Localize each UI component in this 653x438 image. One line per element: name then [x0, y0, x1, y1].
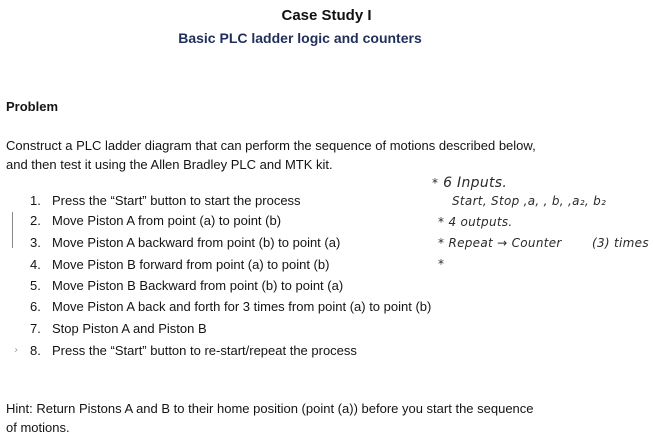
note-inputs-list: Start, Stop ,a, , b, ,a₂, b₂ — [452, 194, 607, 208]
step-number: 6. — [30, 299, 41, 314]
hint-line-2: of motions. — [6, 420, 70, 435]
page-subtitle: Basic PLC ladder logic and counters — [178, 30, 422, 46]
note-repeat-text: Repeat → Counter — [448, 236, 562, 250]
pen-mark-margin — [12, 212, 13, 248]
star-icon: * — [432, 176, 439, 190]
step-text: Move Piston A from point (a) to point (b) — [52, 213, 282, 228]
step-number: 5. — [30, 278, 41, 293]
step-text: Stop Piston A and Piston B — [52, 321, 207, 336]
list-item — [30, 257, 329, 272]
list-item — [30, 343, 357, 358]
note-repeat — [438, 236, 562, 250]
pen-mark-arrow: › — [14, 345, 19, 356]
step-text: Press the “Start” button to re-start/repeat the process — [52, 343, 357, 358]
note-times: (3) times — [592, 236, 649, 250]
list-item — [30, 321, 207, 336]
list-item — [30, 193, 301, 208]
problem-intro-line-1: Construct a PLC ladder diagram that can perform the sequence of motions described below, — [6, 138, 536, 153]
step-number: 8. — [30, 343, 41, 358]
star-icon: * — [438, 215, 445, 229]
step-number: 2. — [30, 213, 41, 228]
step-text: Move Piston B Backward from point (b) to point (a) — [52, 278, 344, 293]
step-text: Move Piston B forward from point (a) to point (b) — [52, 257, 330, 272]
step-text: Move Piston A backward from point (b) to point (a) — [52, 235, 341, 250]
star-icon: * — [438, 236, 445, 250]
note-outputs — [438, 215, 513, 229]
note-inputs — [432, 175, 507, 191]
step-text: Press the “Start” button to start the process — [52, 193, 301, 208]
list-item — [30, 213, 281, 228]
step-text: Move Piston A back and forth for 3 times from point (a) to point (b) — [52, 299, 432, 314]
step-number: 3. — [30, 235, 41, 250]
page-title: Case Study I — [281, 7, 372, 24]
step-number: 4. — [30, 257, 41, 272]
list-item — [30, 299, 431, 314]
step-number: 1. — [30, 193, 41, 208]
hint-line-1: Hint: Return Pistons A and B to their home position (point (a)) before you start the sequence — [6, 401, 534, 416]
problem-heading: Problem — [6, 99, 59, 114]
problem-intro-line-2: and then test it using the Allen Bradley PLC and MTK kit. — [6, 157, 333, 172]
note-star-empty — [438, 257, 444, 271]
note-outputs-text: 4 outputs. — [448, 215, 513, 229]
note-inputs-text: 6 Inputs. — [443, 175, 508, 191]
step-number: 7. — [30, 321, 41, 336]
list-item — [30, 278, 343, 293]
list-item — [30, 235, 340, 250]
star-icon: * — [438, 257, 445, 271]
